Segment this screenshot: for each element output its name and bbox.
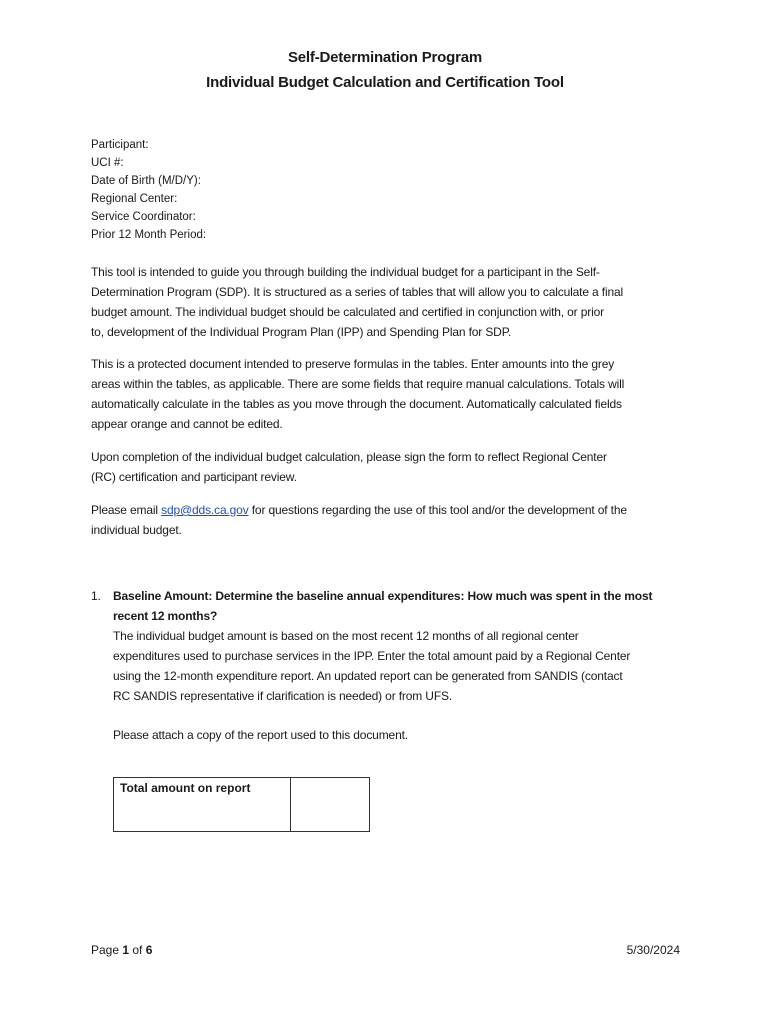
page-prefix: Page (91, 943, 123, 957)
text-line: RC SANDIS representative if clarification is needed) or from UFS. (113, 689, 453, 703)
section-number: 1. (91, 589, 101, 603)
text-line: automatically calculate in the tables as you move through the document. Automatically calculated fields (91, 397, 622, 411)
text-segment: for questions regarding the use of this tool and/or the development of the (248, 503, 627, 517)
text-line: using the 12-month expenditure report. An updated report can be generated from SANDIS (contact (113, 669, 623, 683)
page-number (91, 943, 152, 957)
text-line: individual budget. (91, 523, 182, 537)
text-line: budget amount. The individual budget should be calculated and certified in conjunction with, or prior (91, 305, 604, 319)
field-date-of-birth: Date of Birth (M/D/Y): (91, 175, 201, 187)
section-body (113, 586, 693, 745)
text-segment: Please email (91, 503, 162, 517)
text-line: Determination Program (SDP). It is structured as a series of tables that will allow you to calculate a final (91, 285, 624, 299)
field-service-coordinator: Service Coordinator: (91, 211, 196, 223)
text-line: This tool is intended to guide you through building the individual budget for a participant in the Self- (91, 265, 600, 279)
text-line: Upon completion of the individual budget calculation, please sign the form to reflect Regional Center (91, 450, 607, 464)
document-title: Self-Determination Program (287, 49, 482, 66)
total-amount-input[interactable] (291, 778, 370, 832)
text-line: (RC) certification and participant review. (91, 470, 297, 484)
text-line: areas within the tables, as applicable. There are some fields that require manual calculations. Totals will (91, 377, 625, 391)
page-total: 6 (145, 943, 153, 957)
text-line: to, development of the Individual Program Plan (IPP) and Spending Plan for SDP. (91, 325, 512, 339)
text-line: The individual budget amount is based on the most recent 12 months of all regional center (113, 629, 579, 643)
section-heading: Baseline Amount: Determine the baseline annual expenditures: How much was spent in the most (113, 589, 653, 603)
text-line: appear orange and cannot be edited. (91, 417, 283, 431)
page-of: of (129, 943, 146, 957)
text-line: This is a protected document intended to preserve formulas in the tables. Enter amounts into the grey (91, 357, 615, 371)
field-prior-period: Prior 12 Month Period: (91, 229, 207, 241)
intro-paragraph-3 (91, 447, 691, 487)
text-line: expenditures used to purchase services in the IPP. Enter the total amount paid by a Regional Center (113, 649, 631, 663)
table-row (114, 778, 370, 832)
total-amount-table (113, 777, 370, 832)
attach-note: Please attach a copy of the report used to this document. (113, 728, 408, 742)
section-heading: recent 12 months? (113, 609, 218, 623)
field-regional-center: Regional Center: (91, 193, 178, 205)
page-current: 1 (122, 943, 130, 957)
field-participant: Participant: (91, 139, 149, 151)
intro-paragraph-4 (91, 500, 691, 540)
intro-paragraph-1 (91, 262, 691, 342)
intro-paragraph-2 (91, 354, 691, 434)
document-subtitle: Individual Budget Calculation and Certification Tool (206, 74, 564, 91)
footer-date: 5/30/2024 (626, 943, 680, 957)
participant-info-fields (91, 136, 206, 244)
text-line (91, 500, 691, 520)
total-amount-label: Total amount on report (114, 778, 291, 832)
field-uci: UCI #: (91, 157, 124, 169)
email-link[interactable]: sdp@dds.ca.gov (161, 503, 249, 517)
